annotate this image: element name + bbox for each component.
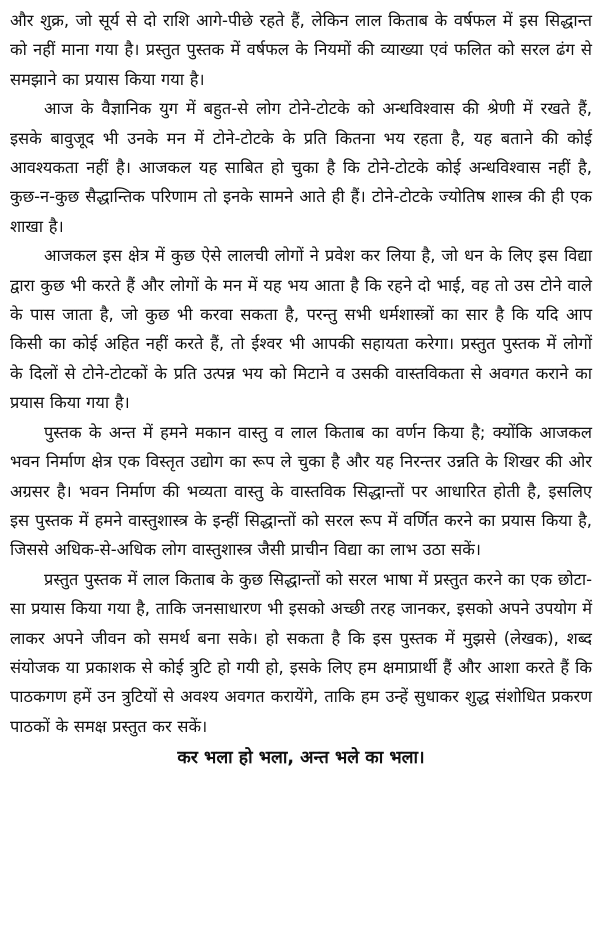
paragraph-continuation: और शुक्र, जो सूर्य से दो राशि आगे-पीछे रहते हैं, लेकिन लाल किताब के वर्षफल में इस सिद्धान्त को नहीं माना गया है। प्रस्तुत पुस्तक में वर्षफल के नियमों की व्याख्या एवं फलित को सरल ढंग से समझाने का प्रयास किया गया है। [10, 11, 592, 89]
paragraph-vastu: पुस्तक के अन्त में हमने मकान वास्तु व लाल किताब का वर्णन किया है; क्योंकि आजकल भवन निर्माण क्षेत्र एक विस्तृत उद्योग का रूप ले चुका है और यह निरन्तर उन्नति के शिखर की ओर अग्रसर है। भवन निर्माण की भव्यता वास्तु के वास्तविक सिद्धान्तों पर आधारित होती है, इसलिए इस पुस्तक में हमने वास्तुशास्त्र के इन्हीं सिद्धान्तों को सरल रूप में वर्णित करने का प्रयास किया है, जिससे अधिक-से-अधिक लोग वास्तुशास्त्र जैसी प्राचीन विद्या का लाभ उठा सकें। [10, 422, 592, 560]
closing-proverb: कर भला हो भला, अन्त भले का भला। [177, 748, 425, 769]
paragraph-greedy-people: आजकल इस क्षेत्र में कुछ ऐसे लालची लोगों ने प्रवेश कर लिया है, जो धन के लिए इस विद्या द्वारा कुछ भी करते हैं और लोगों के मन में यह भय आता है कि रहने दो भाई, वह तो उस टोने वाले के पास जाता है, जो कुछ भी करवा सकता है, परन्तु सभी धर्मशास्त्रों का सार है कि यदि आप किसी का कोई अहित नहीं करते हैं, तो ईश्वर भी आपकी सहायता करेगा। प्रस्तुत पुस्तक में लोगों के दिलों से टोने-टोटकों के प्रति उत्पन्न भय को मिटाने व उसकी वास्तविकता से अवगत कराने का प्रयास किया गया है। [10, 246, 592, 413]
paragraph-apology: प्रस्तुत पुस्तक में लाल किताब के कुछ सिद्धान्तों को सरल भाषा में प्रस्तुत करने का एक छोटा-सा प्रयास किया गया है, ताकि जनसाधारण भी इसको अच्छी तरह जानकर, इसको अपने उपयोग में लाकर अपने जीवन को समर्थ बना सके। हो सकता है कि इस पुस्तक में मुझसे (लेखक), शब्द संयोजक या प्रकाशक से कोई त्रुटि हो गयी हो, इसके लिए हम क्षमाप्रार्थी हैं और आशा करते हैं कि पाठकगण हमें उन त्रुटियों से अवश्य अवगत करायेंगे, ताकि हम उन्हें सुधाकर शुद्ध संशोधित प्रकरण पाठकों के समक्ष प्रस्तुत कर सकें। [10, 569, 592, 736]
paragraph-tone-totke: आज के वैज्ञानिक युग में बहुत-से लोग टोने-टोटके को अन्धविश्वास की श्रेणी में रखते हैं, इसके बावुजूद भी उनके मन में टोने-टोटके के प्रति कितना भय रहता है, यह बताने की कोई आवश्यकता नहीं है। आजकल यह साबित हो चुका है कि टोने-टोटके कोई अन्धविश्वास नहीं है, कुछ-न-कुछ सैद्धान्तिक परिणाम तो इनके सामने आते ही हैं। टोने-टोटके ज्योतिष शास्त्र की ही एक शाखा है। [10, 99, 592, 236]
